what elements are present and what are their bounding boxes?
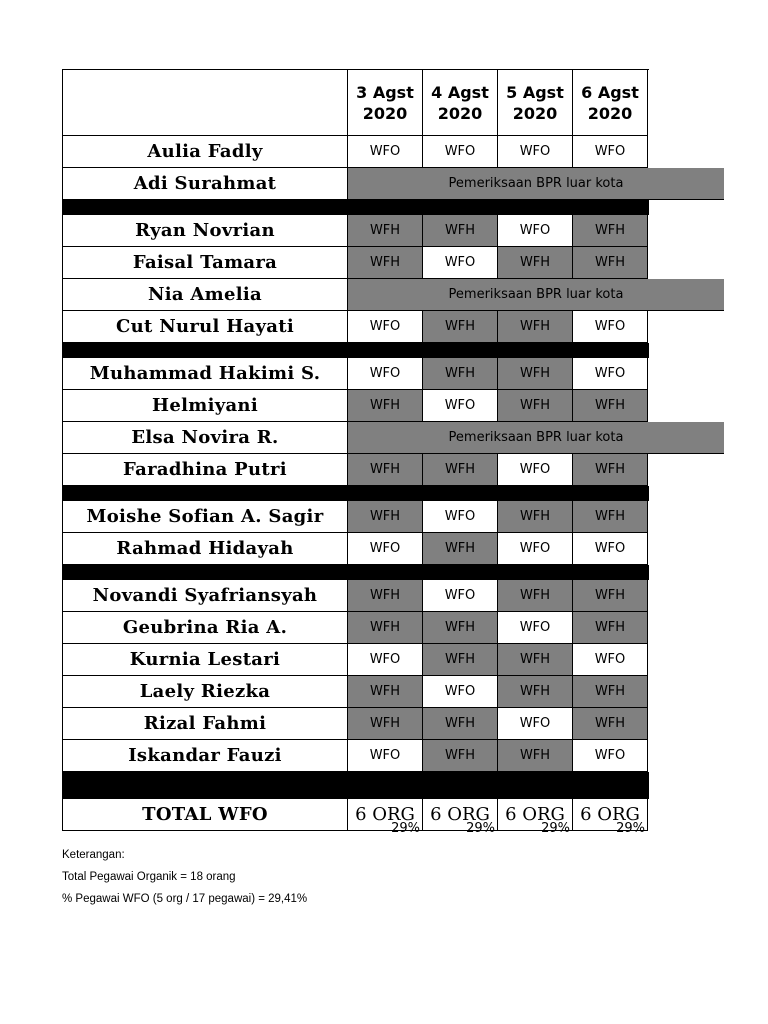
table-row: [63, 580, 649, 612]
status-cell: WFO: [573, 740, 648, 772]
table-row: [63, 215, 649, 247]
status-cell: WFO: [573, 358, 648, 390]
total-value: 6 ORG: [498, 799, 573, 831]
group-separator: [63, 200, 649, 215]
table-row: [63, 533, 649, 565]
status-cell: WFH: [573, 708, 648, 740]
status-cell: WFO: [498, 612, 573, 644]
header-row: [63, 70, 649, 136]
total-label: TOTAL WFO: [63, 799, 348, 831]
employee-name: Rizal Fahmi: [63, 708, 348, 740]
status-cell: WFO: [573, 644, 648, 676]
employee-name: Moishe Sofian A. Sagir: [63, 501, 348, 533]
group-separator: [63, 772, 649, 799]
table-row: [63, 168, 649, 200]
notes-title: Keterangan:: [62, 849, 125, 861]
status-cell: WFH: [348, 501, 423, 533]
status-cell: WFH: [348, 247, 423, 279]
status-cell: WFH: [423, 358, 498, 390]
employee-name: Helmiyani: [63, 390, 348, 422]
status-cell: WFH: [348, 676, 423, 708]
table-row: [63, 644, 649, 676]
status-cell: WFH: [423, 533, 498, 565]
group-separator: [63, 486, 649, 501]
status-cell: WFO: [423, 676, 498, 708]
header-date-cell: 5 Agst 2020: [498, 70, 573, 136]
status-cell: WFO: [348, 740, 423, 772]
notes-line: Total Pegawai Organik = 18 orang: [62, 871, 236, 883]
status-cell: WFO: [498, 708, 573, 740]
table-row: [63, 390, 649, 422]
status-cell: WFH: [573, 247, 648, 279]
table-row: [63, 358, 649, 390]
status-cell: WFH: [573, 612, 648, 644]
employee-name: Faisal Tamara: [63, 247, 348, 279]
table-row: [63, 422, 649, 454]
notes-line: % Pegawai WFO (5 org / 17 pegawai) = 29,41%: [62, 893, 308, 905]
table-row: [63, 708, 649, 740]
status-cell: WFH: [573, 501, 648, 533]
employee-name: Aulia Fadly: [63, 136, 348, 168]
header-date-cell: 6 Agst 2020: [573, 70, 648, 136]
status-cell: WFH: [423, 740, 498, 772]
status-cell: WFO: [423, 136, 498, 168]
status-cell: WFH: [498, 501, 573, 533]
status-cell: WFH: [498, 247, 573, 279]
status-cell: WFO: [423, 390, 498, 422]
status-cell: WFO: [348, 644, 423, 676]
status-cell: WFH: [573, 215, 648, 247]
out-of-town-note: Pemeriksaan BPR luar kota: [348, 422, 724, 454]
header-date-cell: 3 Agst 2020: [348, 70, 423, 136]
status-cell: WFH: [348, 390, 423, 422]
schedule-table: [62, 69, 649, 831]
out-of-town-note: Pemeriksaan BPR luar kota: [348, 279, 724, 311]
percent-value: 29%: [616, 821, 645, 836]
status-cell: WFH: [573, 390, 648, 422]
status-cell: WFH: [498, 580, 573, 612]
status-cell: WFH: [573, 676, 648, 708]
status-cell: WFH: [573, 580, 648, 612]
percent-row: [347, 821, 647, 836]
table-row: [63, 501, 649, 533]
status-cell: WFH: [348, 708, 423, 740]
table-row: [63, 311, 649, 343]
employee-name: Rahmad Hidayah: [63, 533, 348, 565]
employee-name: Muhammad Hakimi S.: [63, 358, 348, 390]
status-cell: WFO: [498, 136, 573, 168]
status-cell: WFO: [498, 533, 573, 565]
employee-name: Nia Amelia: [63, 279, 348, 311]
status-cell: WFH: [498, 390, 573, 422]
status-cell: WFH: [423, 644, 498, 676]
status-cell: WFH: [498, 740, 573, 772]
percent-value: 29%: [466, 821, 495, 836]
header-blank-cell: [63, 70, 348, 136]
status-cell: WFO: [423, 501, 498, 533]
percent-value: 29%: [391, 821, 420, 836]
table-row: [63, 136, 649, 168]
status-cell: WFO: [348, 358, 423, 390]
employee-name: Kurnia Lestari: [63, 644, 348, 676]
status-cell: WFO: [423, 580, 498, 612]
status-cell: WFO: [573, 311, 648, 343]
group-separator: [63, 343, 649, 358]
table-row: [63, 279, 649, 311]
percent-value: 29%: [541, 821, 570, 836]
table-row: [63, 676, 649, 708]
employee-name: Novandi Syafriansyah: [63, 580, 348, 612]
total-value: 6 ORG: [573, 799, 648, 831]
status-cell: WFO: [573, 533, 648, 565]
status-cell: WFO: [423, 247, 498, 279]
employee-name: Laely Riezka: [63, 676, 348, 708]
status-cell: WFH: [348, 215, 423, 247]
status-cell: WFH: [498, 358, 573, 390]
employee-name: Adi Surahmat: [63, 168, 348, 200]
table-row: [63, 740, 649, 772]
status-cell: WFH: [498, 676, 573, 708]
total-value: 6 ORG: [348, 799, 423, 831]
status-cell: WFH: [423, 612, 498, 644]
table-row: [63, 247, 649, 279]
notes-block: [62, 844, 307, 910]
status-cell: WFO: [348, 311, 423, 343]
status-cell: WFH: [348, 454, 423, 486]
total-value: 6 ORG: [423, 799, 498, 831]
status-cell: WFH: [348, 580, 423, 612]
employee-name: Geubrina Ria A.: [63, 612, 348, 644]
status-cell: WFO: [498, 454, 573, 486]
status-cell: WFO: [348, 533, 423, 565]
status-cell: WFH: [348, 612, 423, 644]
status-cell: WFH: [423, 311, 498, 343]
status-cell: WFH: [423, 215, 498, 247]
status-cell: WFH: [573, 454, 648, 486]
out-of-town-note: Pemeriksaan BPR luar kota: [348, 168, 724, 200]
status-cell: WFH: [423, 708, 498, 740]
status-cell: WFO: [498, 215, 573, 247]
status-cell: WFH: [498, 644, 573, 676]
header-date-cell: 4 Agst 2020: [423, 70, 498, 136]
group-separator: [63, 565, 649, 580]
employee-name: Elsa Novira R.: [63, 422, 348, 454]
status-cell: WFO: [573, 136, 648, 168]
table-row: [63, 454, 649, 486]
employee-name: Ryan Novrian: [63, 215, 348, 247]
table-row: [63, 612, 649, 644]
status-cell: WFH: [423, 454, 498, 486]
status-cell: WFO: [348, 136, 423, 168]
status-cell: WFH: [498, 311, 573, 343]
employee-name: Iskandar Fauzi: [63, 740, 348, 772]
employee-name: Cut Nurul Hayati: [63, 311, 348, 343]
employee-name: Faradhina Putri: [63, 454, 348, 486]
